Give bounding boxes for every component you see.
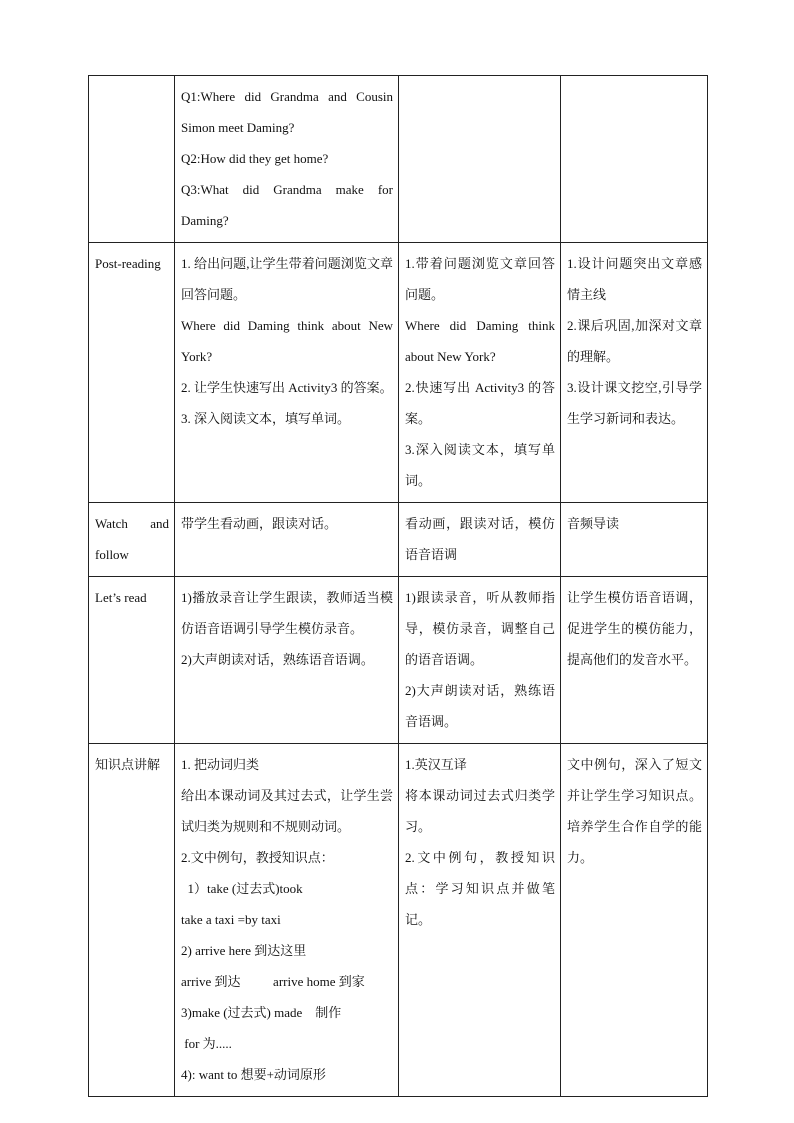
- design-purpose-cell: 文中例句，深入了短文并让学生学习知识点。培养学生合作自学的能力。: [561, 744, 708, 1097]
- table-row: [89, 744, 708, 1097]
- student-activity-cell: 看动画，跟读对话，模仿语音语调: [399, 503, 561, 577]
- lesson-plan-table: [88, 75, 708, 1097]
- design-purpose-cell: [561, 76, 708, 243]
- student-activity-cell: 1)跟读录音，听从教师指导，模仿录音，调整自己的语音语调。 2)大声朗读对话，熟练语音语调。: [399, 577, 561, 744]
- teacher-activity-cell: 1. 给出问题,让学生带着问题浏览文章回答问题。 Where did Daming think about New York? 2. 让学生快速写出 Activity3 的答案。 3. 深入阅读文本，填写单词。: [175, 243, 399, 503]
- design-purpose-cell: 音频导读: [561, 503, 708, 577]
- stage-cell: [89, 76, 175, 243]
- stage-cell: Watch and follow: [89, 503, 175, 577]
- student-activity-cell: 1.带着问题浏览文章回答问题。 Where did Daming think about New York? 2.快速写出 Activity3 的答案。 3.深入阅读文本，填写单词。: [399, 243, 561, 503]
- design-purpose-cell: 1.设计问题突出文章感情主线 2.课后巩固,加深对文章的理解。 3.设计课文挖空,引导学生学习新词和表达。: [561, 243, 708, 503]
- table-row: [89, 243, 708, 503]
- table-row: [89, 503, 708, 577]
- student-activity-cell: [399, 76, 561, 243]
- table-row: [89, 76, 708, 243]
- stage-cell: Let’s read: [89, 577, 175, 744]
- teacher-activity-cell: 1)播放录音让学生跟读，教师适当模仿语音语调引导学生模仿录音。 2)大声朗读对话，熟练语音语调。: [175, 577, 399, 744]
- teacher-activity-cell: 带学生看动画，跟读对话。: [175, 503, 399, 577]
- design-purpose-cell: 让学生模仿语音语调，促进学生的模仿能力，提高他们的发音水平。: [561, 577, 708, 744]
- teacher-activity-cell: 1. 把动词归类 给出本课动词及其过去式，让学生尝试归类为规则和不规则动词。 2.文中例句，教授知识点： 1）take (过去式)took take a taxi =by taxi 2) arrive here 到达这里 arrive 到达 arrive home 到家 3)make (过去式) made 制作 for 为..... 4): want to 想要+动词原形: [175, 744, 399, 1097]
- stage-cell: Post-reading: [89, 243, 175, 503]
- student-activity-cell: 1.英汉互译 将本课动词过去式归类学习。 2.文中例句，教授知识点：学习知识点并做笔记。: [399, 744, 561, 1097]
- stage-cell: 知识点讲解: [89, 744, 175, 1097]
- table-row: [89, 577, 708, 744]
- teacher-activity-cell: Q1:Where did Grandma and Cousin Simon meet Daming? Q2:How did they get home? Q3:What did Grandma make for Daming?: [175, 76, 399, 243]
